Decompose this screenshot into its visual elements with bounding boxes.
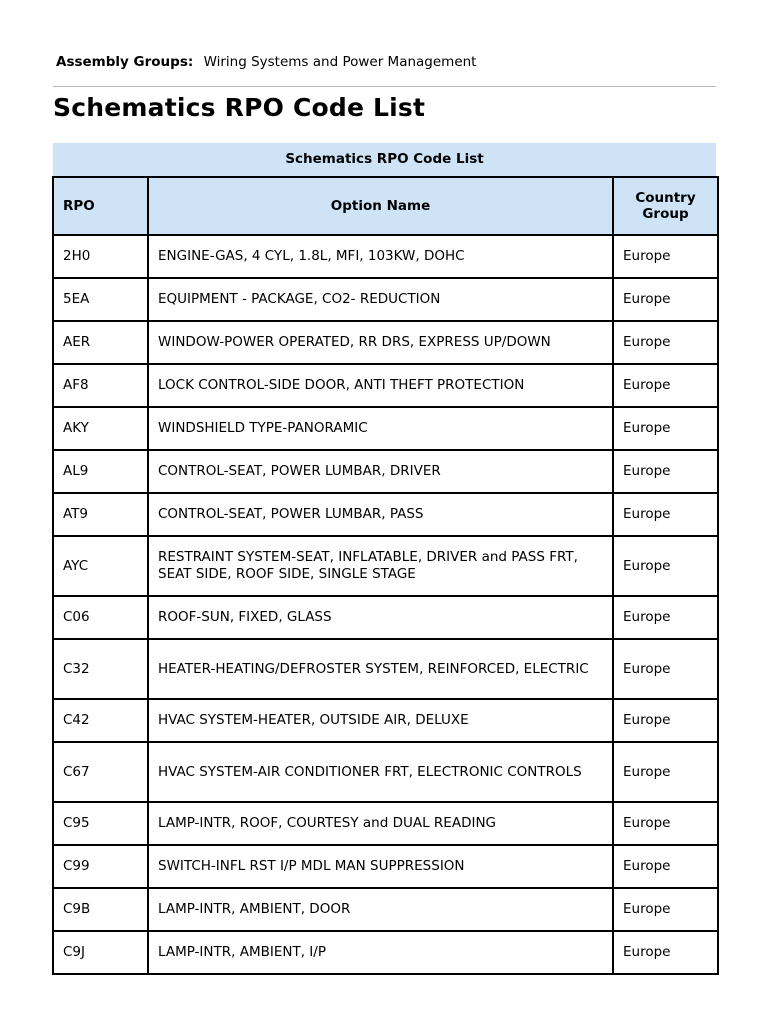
rpo-cell: 2H0: [53, 235, 148, 278]
option-name-cell: CONTROL-SEAT, POWER LUMBAR, DRIVER: [148, 450, 613, 493]
country-group-cell: Europe: [613, 235, 718, 278]
country-group-cell: Europe: [613, 639, 718, 699]
rpo-cell: AT9: [53, 493, 148, 536]
header-divider: [53, 86, 716, 87]
option-name-cell: CONTROL-SEAT, POWER LUMBAR, PASS: [148, 493, 613, 536]
option-name-cell: HEATER-HEATING/DEFROSTER SYSTEM, REINFORCED, ELECTRIC: [148, 639, 613, 699]
rpo-code-table: [52, 176, 719, 975]
country-group-cell: Europe: [613, 742, 718, 802]
table-row: [53, 742, 718, 802]
option-name-cell: ROOF-SUN, FIXED, GLASS: [148, 596, 613, 639]
assembly-groups-value[interactable]: Wiring Systems and Power Management: [203, 54, 477, 70]
country-group-cell: Europe: [613, 321, 718, 364]
rpo-cell: C32: [53, 639, 148, 699]
option-name-cell: HVAC SYSTEM-HEATER, OUTSIDE AIR, DELUXE: [148, 699, 613, 742]
rpo-cell: AKY: [53, 407, 148, 450]
rpo-cell: C42: [53, 699, 148, 742]
rpo-cell: AER: [53, 321, 148, 364]
column-header-rpo: RPO: [53, 177, 148, 235]
country-group-cell: Europe: [613, 596, 718, 639]
column-header-option-name: Option Name: [148, 177, 613, 235]
option-name-cell: EQUIPMENT - PACKAGE, CO2- REDUCTION: [148, 278, 613, 321]
option-name-cell: ENGINE-GAS, 4 CYL, 1.8L, MFI, 103KW, DOHC: [148, 235, 613, 278]
option-name-cell: SWITCH-INFL RST I/P MDL MAN SUPPRESSION: [148, 845, 613, 888]
rpo-cell: 5EA: [53, 278, 148, 321]
rpo-cell: C95: [53, 802, 148, 845]
country-group-cell: Europe: [613, 278, 718, 321]
table-row: [53, 235, 718, 278]
country-group-cell: Europe: [613, 450, 718, 493]
option-name-cell: LAMP-INTR, ROOF, COURTESY and DUAL READING: [148, 802, 613, 845]
country-group-cell: Europe: [613, 845, 718, 888]
option-name-cell: WINDSHIELD TYPE-PANORAMIC: [148, 407, 613, 450]
option-name-cell: LAMP-INTR, AMBIENT, I/P: [148, 931, 613, 974]
assembly-groups-label: Assembly Groups:: [56, 54, 194, 70]
table-row: [53, 450, 718, 493]
table-row: [53, 699, 718, 742]
country-group-cell: Europe: [613, 407, 718, 450]
option-name-cell: LAMP-INTR, AMBIENT, DOOR: [148, 888, 613, 931]
rpo-cell: AL9: [53, 450, 148, 493]
country-group-cell: Europe: [613, 802, 718, 845]
rpo-cell: C9J: [53, 931, 148, 974]
assembly-groups: [56, 54, 476, 70]
table-row: [53, 536, 718, 596]
table-row: [53, 278, 718, 321]
country-group-cell: Europe: [613, 364, 718, 407]
country-group-cell: Europe: [613, 493, 718, 536]
table-row: [53, 888, 718, 931]
option-name-cell: HVAC SYSTEM-AIR CONDITIONER FRT, ELECTRONIC CONTROLS: [148, 742, 613, 802]
rpo-cell: AF8: [53, 364, 148, 407]
table-row: [53, 493, 718, 536]
rpo-cell: C06: [53, 596, 148, 639]
table-row: [53, 364, 718, 407]
table-caption: Schematics RPO Code List: [53, 143, 716, 176]
rpo-cell: C67: [53, 742, 148, 802]
table-header-row: [53, 177, 718, 235]
country-group-cell: Europe: [613, 931, 718, 974]
table-row: [53, 931, 718, 974]
country-group-cell: Europe: [613, 536, 718, 596]
option-name-cell: RESTRAINT SYSTEM-SEAT, INFLATABLE, DRIVER and PASS FRT, SEAT SIDE, ROOF SIDE, SINGLE STAGE: [148, 536, 613, 596]
rpo-cell: C99: [53, 845, 148, 888]
table-row: [53, 407, 718, 450]
option-name-cell: LOCK CONTROL-SIDE DOOR, ANTI THEFT PROTECTION: [148, 364, 613, 407]
rpo-cell: AYC: [53, 536, 148, 596]
table-row: [53, 802, 718, 845]
table-row: [53, 321, 718, 364]
column-header-country-group: Country Group: [613, 177, 718, 235]
option-name-cell: WINDOW-POWER OPERATED, RR DRS, EXPRESS UP/DOWN: [148, 321, 613, 364]
page-title: Schematics RPO Code List: [53, 93, 426, 122]
rpo-cell: C9B: [53, 888, 148, 931]
country-group-cell: Europe: [613, 699, 718, 742]
table-row: [53, 596, 718, 639]
table-row: [53, 845, 718, 888]
country-group-cell: Europe: [613, 888, 718, 931]
table-row: [53, 639, 718, 699]
